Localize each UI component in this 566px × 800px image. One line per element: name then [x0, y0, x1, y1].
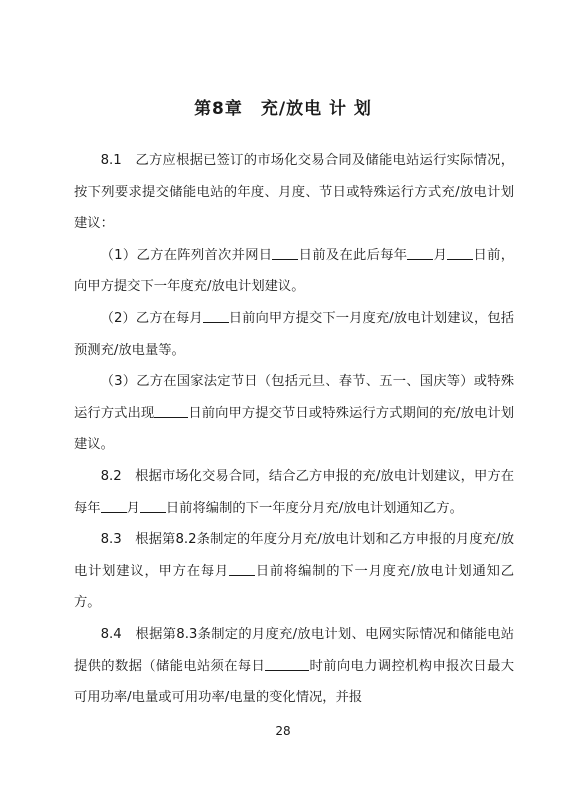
blank-field — [229, 562, 255, 576]
clause-8-4-text-a: 8.4 根据第8.3条制定的月度充/放电计划、电网实际情况和储能电站提供的数据（储能电站须在每日 — [74, 626, 514, 674]
blank-field — [140, 499, 166, 513]
clause-8-2-text-c: 日前将编制的下一年度分月充/放电计划通知乙方。 — [165, 500, 463, 516]
blank-field — [101, 499, 127, 513]
clause-8-1 — [74, 145, 514, 714]
item-1-text-a: （1）乙方在阵列首次并网日 — [100, 247, 273, 263]
chapter-title: 第8章 充/放电 计 划 — [194, 99, 372, 119]
blank-field — [447, 246, 473, 260]
item-2-text-a: （2）乙方在每月 — [100, 310, 203, 326]
clause-8-4 — [74, 619, 514, 714]
clause-8-4-text-b: 时前向电力调控机构申报次日最大可用功率/电量或可用功率/电量的变化情况，并报 — [74, 658, 515, 706]
clause-8-3 — [74, 524, 514, 619]
item-1-text-c: 月 — [433, 247, 448, 263]
blank-field — [407, 246, 433, 260]
clause-8-2 — [74, 461, 514, 524]
item-1-text-b: 日前及在此后每年 — [298, 247, 408, 263]
item-3-text-b: 日前向甲方提交节日或特殊运行方式期间的充/放电计划建议。 — [74, 405, 515, 453]
blank-field — [272, 246, 298, 260]
clause-8-3-text-a: 8.3 根据第8.2条制定的年度分月充/放电计划和乙方申报的月度充/放电计划建议，甲方在每月 — [74, 532, 514, 579]
item-2-text-b: 日前向甲方提交下一月度充/放电计划建议，包括预测充/放电量等。 — [74, 310, 514, 358]
clause-8-1-item-2 — [74, 303, 514, 366]
clause-8-2-text-a: 8.2 根据市场化交易合同，结合乙方申报的充/放电计划建议，甲方在每年 — [74, 468, 514, 516]
clause-8-1-item-3 — [74, 366, 514, 461]
clause-8-2-text-b: 月 — [126, 500, 140, 516]
clause-8-3-text-b: 日前将编制的下一月度充/放电计划通知乙方。 — [74, 563, 514, 611]
page-number: 28 — [275, 724, 291, 738]
item-3-text-a: （3）乙方在国家法定节日（包括元旦、春节、五一、国庆等）或特殊运行方式出现 — [74, 374, 514, 421]
item-1-text-d: 日前，向甲方提交下一年度充/放电计划建议。 — [74, 247, 515, 295]
blank-field — [265, 657, 309, 671]
blank-field — [154, 404, 188, 418]
clause-8-1-item-1 — [74, 240, 514, 303]
clause-8-1-text: 8.1 乙方应根据已签订的市场化交易合同及储能电站运行实际情况，按下列要求提交储能电站的年度、月度、节日或特殊运行方式充/放电计划建议： — [74, 153, 514, 232]
blank-field — [203, 309, 229, 323]
